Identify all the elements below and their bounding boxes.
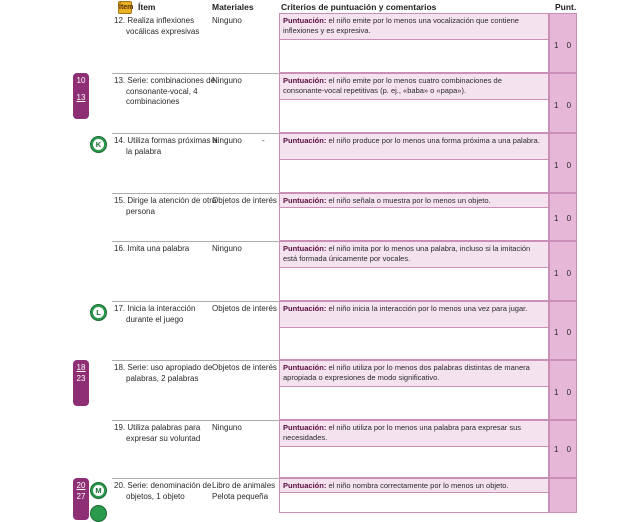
item-label: 16. Imita una palabra	[114, 244, 190, 253]
criteria-text: Puntuación: el niño nombra correctamente por lo menos un objeto.	[280, 479, 548, 493]
item-row-17	[112, 301, 577, 360]
green-circle-partial-icon	[90, 505, 107, 522]
comment-field[interactable]	[280, 493, 548, 512]
score-options: 1 0	[554, 328, 575, 337]
score-options: 1 0	[554, 214, 575, 223]
item-row-12	[112, 13, 577, 73]
item-materials: Ninguno	[212, 136, 242, 145]
score-box[interactable]	[549, 301, 577, 360]
item-label: 18. Serie: uso apropiado de palabras, 2 palabras	[114, 363, 213, 383]
criteria-box	[279, 13, 549, 73]
score-options: 1 0	[554, 101, 575, 110]
dash-mark: -	[262, 136, 265, 145]
item-row-16	[112, 241, 577, 301]
score-options: 1 0	[554, 41, 575, 50]
score-options: 1 0	[554, 445, 575, 454]
criteria-box	[279, 133, 549, 193]
item-materials: Objetos de interés	[212, 196, 277, 205]
comment-field[interactable]	[280, 328, 548, 359]
green-circle-k-icon: K	[90, 136, 107, 153]
item-label: 17. Inicia la interacción durante el juego	[114, 304, 196, 324]
item-row-13	[112, 73, 577, 133]
item-materials: Objetos de interés	[212, 304, 277, 313]
criteria-box	[279, 241, 549, 301]
score-options: 1 0	[554, 269, 575, 278]
book-icon: Ítem	[118, 1, 132, 14]
criteria-box	[279, 301, 549, 360]
item-label: 14. Utiliza formas próximas a la palabra	[114, 136, 218, 156]
score-box[interactable]	[549, 73, 577, 133]
item-row-14	[112, 133, 577, 193]
criteria-text: Puntuación: el niño utiliza por lo menos una palabra para expresar sus necesidades.	[280, 421, 548, 447]
age-tab: 20 27	[73, 478, 89, 520]
comment-field[interactable]	[280, 268, 548, 300]
comment-field[interactable]	[280, 40, 548, 72]
criteria-box	[279, 478, 549, 513]
item-label: 12. Realiza inflexiones vocálicas expresivas	[114, 16, 200, 36]
header-score: Punt.	[555, 2, 577, 12]
score-box[interactable]	[549, 13, 577, 73]
item-row-15	[112, 193, 577, 241]
item-materials: Ninguno	[212, 16, 242, 25]
score-box[interactable]	[549, 241, 577, 301]
score-options: 1 0	[554, 388, 575, 397]
comment-field[interactable]	[280, 387, 548, 419]
criteria-box	[279, 73, 549, 133]
criteria-text: Puntuación: el niño imita por lo menos una palabra, incluso si la imitación está formada únicamente por vocales.	[280, 242, 548, 268]
item-row-19	[112, 420, 577, 478]
score-options: 1 0	[554, 161, 575, 170]
criteria-text: Puntuación: el niño emite por lo menos una vocalización que contiene inflexiones y es expresiva.	[280, 14, 548, 40]
criteria-text: Puntuación: el niño señala o muestra por lo menos un objeto.	[280, 194, 548, 208]
comment-field[interactable]	[280, 447, 548, 477]
criteria-text: Puntuación: el niño produce por lo menos una forma próxima a una palabra.	[280, 134, 548, 160]
criteria-text: Puntuación: el niño emite por lo menos cuatro combinaciones de consonante-vocal repetitivas (p. ej., «baba» o «papa»).	[280, 74, 548, 100]
score-box[interactable]	[549, 193, 577, 241]
comment-field[interactable]	[280, 100, 548, 132]
age-tab: 10 13	[73, 73, 89, 119]
criteria-box	[279, 360, 549, 420]
item-row-20	[112, 478, 577, 513]
item-materials: Ninguno	[212, 76, 242, 85]
comment-field[interactable]	[280, 208, 548, 240]
item-label: 20. Serie: denominación de objetos, 1 objeto	[114, 481, 212, 501]
item-label: 13. Serie: combinaciones de consonante-vocal, 4 combinaciones	[114, 76, 215, 106]
item-label: 15. Dirige la atención de otra persona	[114, 196, 217, 216]
comment-field[interactable]	[280, 160, 548, 192]
criteria-text: Puntuación: el niño inicia la interacción por lo menos una vez para jugar.	[280, 302, 548, 328]
score-box[interactable]	[549, 420, 577, 478]
header-item: Ítem	[138, 2, 156, 12]
item-row-18	[112, 360, 577, 420]
green-circle-l-icon: L	[90, 304, 107, 321]
header-criteria: Criterios de puntuación y comentarios	[281, 2, 437, 12]
item-materials: Libro de animales Pelota pequeña	[212, 481, 276, 501]
criteria-text: Puntuación: el niño utiliza por lo menos dos palabras distintas de manera apropiada o expresiones de modo significativo.	[280, 361, 548, 387]
item-materials: Ninguno	[212, 244, 242, 253]
criteria-box	[279, 420, 549, 478]
item-materials: Ninguno	[212, 423, 242, 432]
score-box[interactable]	[549, 360, 577, 420]
score-box[interactable]	[549, 133, 577, 193]
criteria-box	[279, 193, 549, 241]
green-circle-m-icon: M	[90, 482, 107, 499]
header-materials: Materiales	[212, 2, 254, 12]
item-materials: Objetos de interés	[212, 363, 277, 372]
item-label: 19. Utiliza palabras para expresar su voluntad	[114, 423, 201, 443]
age-tab: 18 23	[73, 360, 89, 406]
score-box[interactable]	[549, 478, 577, 513]
